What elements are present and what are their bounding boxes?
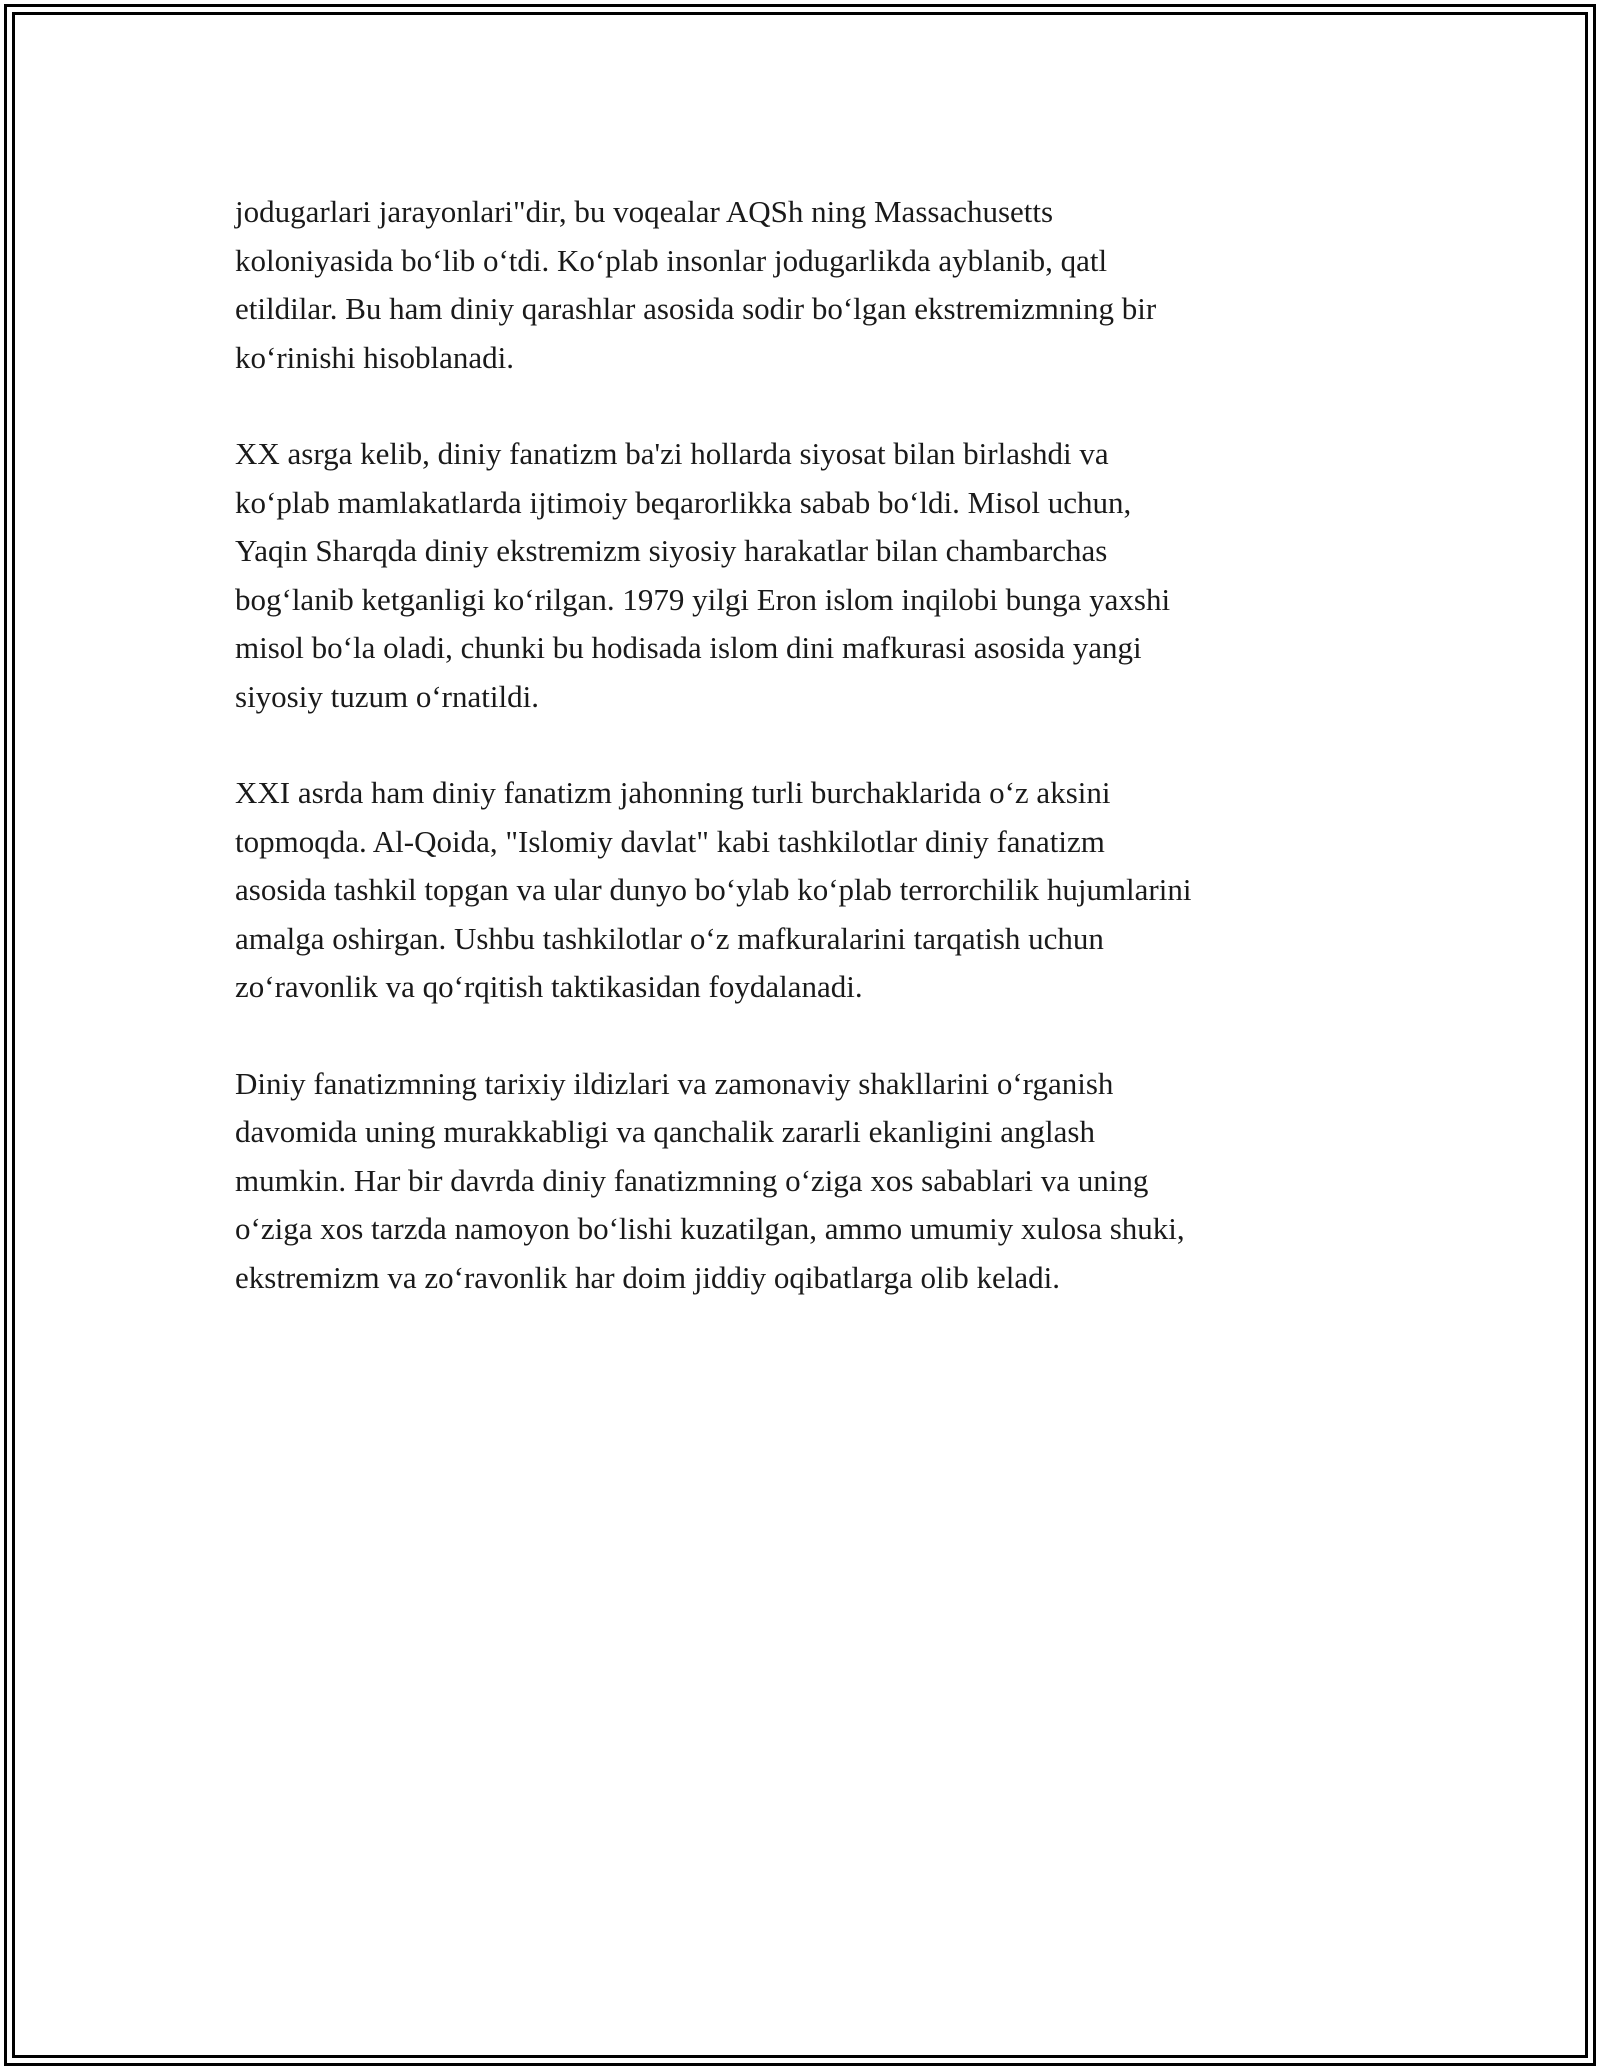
text-line: asosida tashkil topgan va ular dunyo bo‘ylab ko‘plab terrorchilik hujumlarini bbox=[235, 872, 1192, 907]
text-line: misol bo‘la oladi, chunki bu hodisada islom dini mafkurasi asosida yangi bbox=[235, 630, 1142, 665]
document-body bbox=[235, 188, 1395, 1350]
paragraph-salem-witch-trials bbox=[235, 188, 1395, 382]
text-line: mumkin. Har bir davrda diniy fanatizmning o‘ziga xos sabablari va uning bbox=[235, 1162, 1149, 1198]
paragraph-20th-century bbox=[235, 430, 1395, 721]
text-line: XX asrga kelib, diniy fanatizm ba'zi hollarda siyosat bilan birlashdi va bbox=[235, 436, 1109, 471]
text-line: ko‘rinishi hisoblanadi. bbox=[235, 339, 514, 375]
text-line: XXI asrda ham diniy fanatizm jahonning turli burchaklarida o‘z aksini bbox=[235, 775, 1111, 810]
text-line: bog‘lanib ketganligi ko‘rilgan. 1979 yilgi Eron islom inqilobi bunga yaxshi bbox=[235, 581, 1171, 617]
text-line: topmoqda. Al-Qoida, "Islomiy davlat" kabi tashkilotlar diniy fanatizm bbox=[235, 823, 1105, 859]
text-line: Diniy fanatizmning tarixiy ildizlari va zamonaviy shakllarini o‘rganish bbox=[235, 1065, 1114, 1101]
text-line: etildilar. Bu ham diniy qarashlar asosida sodir bo‘lgan ekstremizmning bir bbox=[235, 291, 1157, 326]
text-line: koloniyasida bo‘lib o‘tdi. Ko‘plab insonlar jodugarlikda ayblanib, qatl bbox=[235, 242, 1108, 278]
text-line: ko‘plab mamlakatlarda ijtimoiy beqarorlikka sabab bo‘ldi. Misol uchun, bbox=[235, 484, 1132, 520]
text-line: davomida uning murakkabligi va qanchalik zararli ekanligini anglash bbox=[235, 1114, 1095, 1149]
text-line: siyosiy tuzum o‘rnatildi. bbox=[235, 678, 539, 714]
text-line: Yaqin Sharqda diniy ekstremizm siyosiy harakatlar bilan chambarchas bbox=[235, 533, 1108, 568]
text-line: amalga oshirgan. Ushbu tashkilotlar o‘z mafkuralarini tarqatish uchun bbox=[235, 920, 1104, 956]
text-line: jodugarlari jarayonlari"dir, bu voqealar AQSh ning Massachusetts bbox=[235, 194, 1054, 229]
paragraph-conclusion bbox=[235, 1060, 1395, 1303]
text-line: o‘ziga xos tarzda namoyon bo‘lishi kuzatilgan, ammo umumiy xulosa shuki, bbox=[235, 1211, 1185, 1246]
text-line: ekstremizm va zo‘ravonlik har doim jiddiy oqibatlarga olib keladi. bbox=[235, 1259, 1061, 1295]
text-line: zo‘ravonlik va qo‘rqitish taktikasidan foydalanadi. bbox=[235, 969, 863, 1004]
paragraph-21st-century bbox=[235, 769, 1395, 1012]
